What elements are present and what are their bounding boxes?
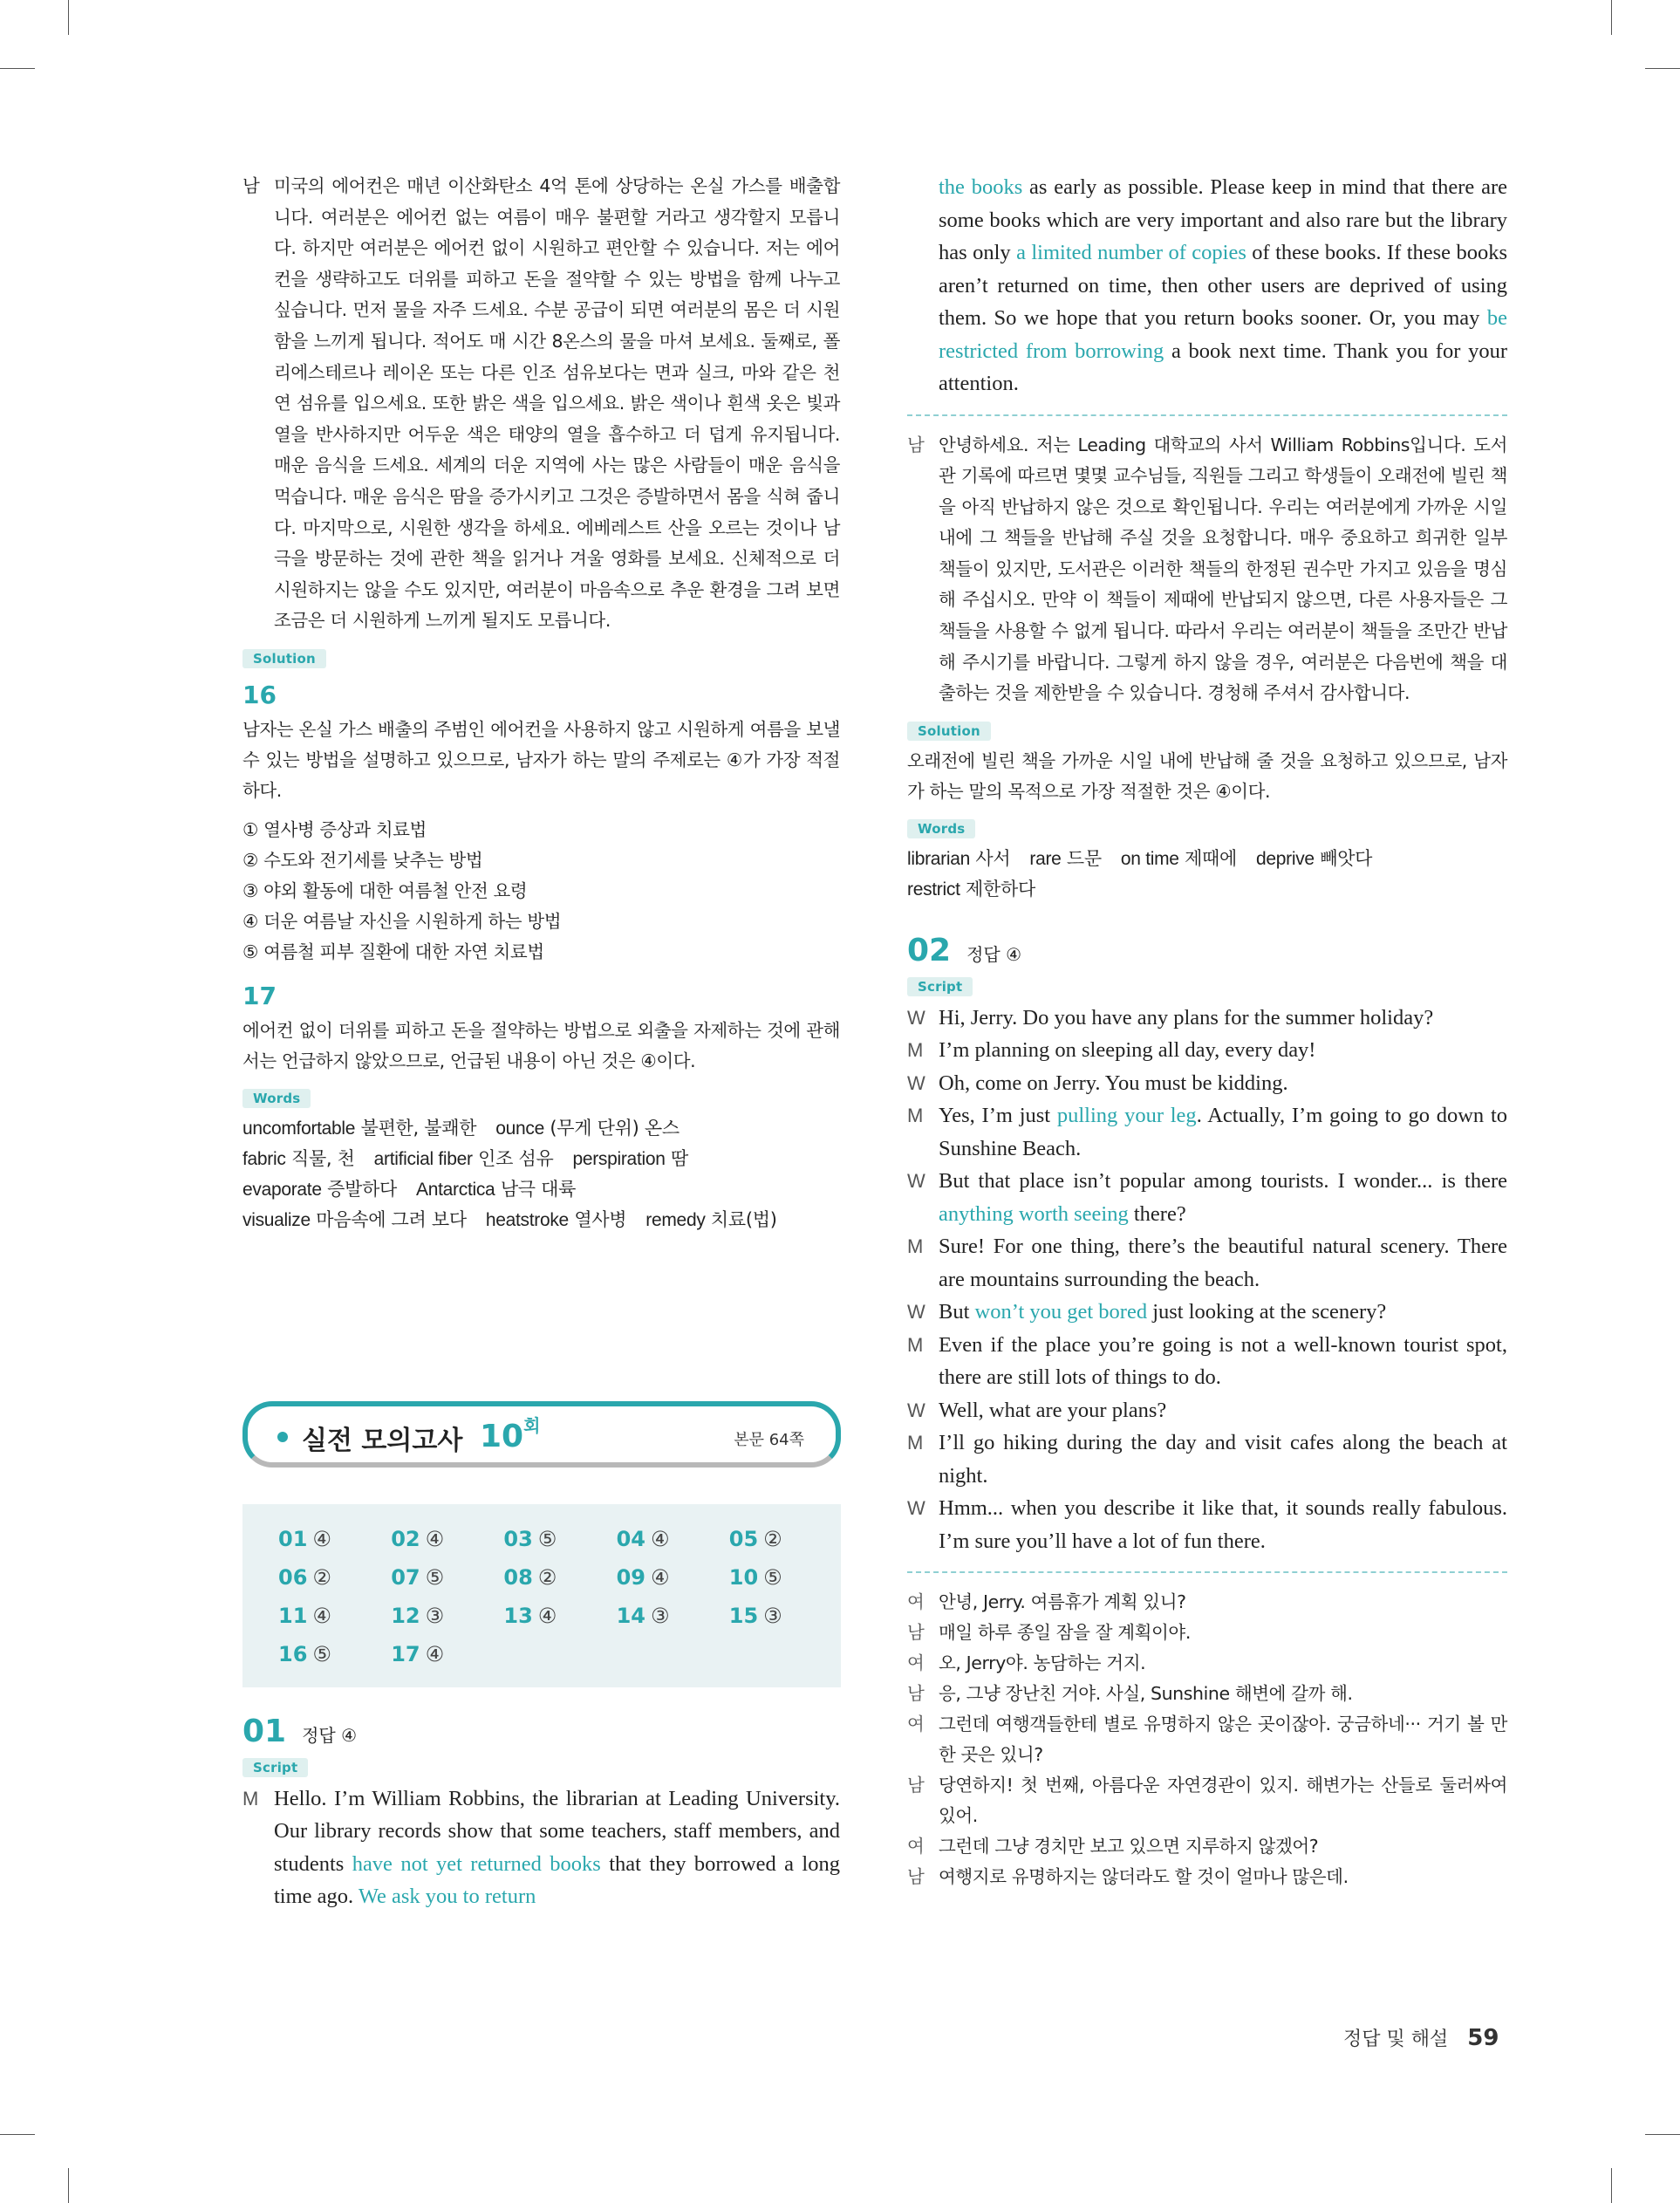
- dialogue-text: [939, 1426, 1507, 1492]
- question-number-16: 16: [242, 680, 277, 709]
- answer-choice: ⑤: [537, 1526, 557, 1551]
- words-line: [242, 1144, 840, 1174]
- translation-line: [907, 1679, 1507, 1709]
- script-segment: there?: [1128, 1201, 1186, 1226]
- word-entry: [907, 879, 1035, 900]
- words-list: [242, 1113, 840, 1235]
- answer-question: 07: [391, 1564, 420, 1590]
- answer-question: 09: [616, 1564, 645, 1590]
- dialogue-script: [907, 1002, 1507, 1558]
- word-english: remedy: [645, 1209, 706, 1230]
- answer-choice: ④: [312, 1526, 331, 1551]
- bullet-dot-icon: [277, 1432, 288, 1442]
- word-entry: [1029, 848, 1102, 869]
- solution-badge: Solution: [242, 649, 326, 668]
- translation-line: [907, 1709, 1507, 1770]
- speaker-label: W: [907, 1071, 925, 1094]
- script-highlight: be restricted from borrowing: [939, 306, 1507, 363]
- translation-line: [907, 1831, 1507, 1862]
- speaker-label: 여: [907, 1836, 925, 1857]
- dialogue-line: [907, 1165, 1507, 1230]
- word-korean: 열사병: [574, 1208, 627, 1230]
- banner-num-suffix: 회: [523, 1414, 541, 1436]
- script-segment: Hi, Jerry. Do you have any plans for the summer holiday?: [939, 1005, 1434, 1030]
- dialogue-text: [939, 1165, 1507, 1230]
- script-segment: Even if the place you’re going is not a well-known tourist spot, there are still lots of things to do.: [939, 1332, 1507, 1390]
- script-segment: Sure! For one thing, there’s the beautiful natural scenery. There are mountains surrounding the beach.: [939, 1235, 1507, 1291]
- speaker-label: 남: [907, 434, 925, 455]
- word-entry: [1121, 848, 1237, 869]
- answer-cell: [277, 1597, 390, 1635]
- test-banner: [242, 1401, 841, 1468]
- answer-cell: [616, 1558, 728, 1597]
- answer-question: 08: [503, 1564, 533, 1590]
- passage-korean: [242, 171, 840, 637]
- dialogue-line: [907, 1296, 1507, 1329]
- answer-row: [277, 1558, 841, 1597]
- page-number: 59: [1467, 2025, 1499, 2051]
- speaker-label: M: [907, 1432, 924, 1454]
- dialogue-text: [939, 1002, 1507, 1035]
- answer-choice: ⑤: [425, 1564, 445, 1590]
- crop-mark: [1645, 2134, 1680, 2135]
- word-entry: [416, 1179, 576, 1200]
- answer-cell: [616, 1597, 728, 1635]
- word-korean: 드문: [1066, 847, 1102, 869]
- answer-cell: [277, 1558, 390, 1597]
- script-line: [242, 1782, 840, 1913]
- word-entry: [572, 1148, 688, 1169]
- script-continuation: [907, 171, 1507, 400]
- script-highlight: pulling your leg: [1056, 1104, 1197, 1128]
- script-segment: Hmm... when you describe it like that, it sounds really fabulous. I’m sure you’ll have a lot of fun there.: [939, 1496, 1507, 1553]
- answer-question: 03: [503, 1526, 533, 1551]
- answer-choice: ⑤: [763, 1564, 782, 1590]
- answer-choice: ④: [425, 1641, 445, 1666]
- script-segment: I’m planning on sleeping all day, every day!: [939, 1038, 1316, 1063]
- answer-question: 04: [616, 1526, 645, 1551]
- answer-cell: [390, 1597, 502, 1635]
- script-segment: just looking at the scenery?: [1147, 1300, 1387, 1324]
- answer-question: 16: [278, 1641, 308, 1666]
- script-segment: But: [939, 1300, 975, 1324]
- word-english: on time: [1120, 848, 1179, 869]
- answer-cell: [277, 1520, 390, 1558]
- word-korean: 남극 대륙: [500, 1178, 577, 1200]
- speaker-label: M: [907, 1333, 924, 1356]
- word-english: artificial fiber: [373, 1148, 473, 1169]
- script-segment: Yes, I’m just: [939, 1104, 1057, 1128]
- speaker-label: 여: [907, 1714, 925, 1735]
- script-badge: Script: [242, 1758, 308, 1777]
- word-entry: [242, 1179, 397, 1200]
- word-english: rare: [1029, 848, 1062, 869]
- word-korean: 제때에: [1185, 847, 1238, 869]
- word-korean: 사서: [975, 847, 1011, 869]
- translation-text: 매일 하루 종일 잠을 잘 계획이야.: [939, 1622, 1191, 1644]
- answer-cell: [728, 1520, 841, 1558]
- answer-question: 02: [391, 1526, 420, 1551]
- dialogue-line: [907, 1329, 1507, 1394]
- answer-cell: [390, 1520, 502, 1558]
- dialogue-line: [907, 1002, 1507, 1035]
- script-segment: of these books. If these books aren’t returned on time, then other users are deprived of using them. So we hope that you return books sooner. Or, you may: [939, 241, 1507, 330]
- word-korean: 인조 섬유: [478, 1147, 554, 1169]
- answer-choice: ⑤: [312, 1641, 331, 1666]
- words-line: [907, 874, 1507, 905]
- answer-table: [277, 1520, 841, 1673]
- speaker-label: 여: [907, 1652, 925, 1674]
- dialogue-line: [907, 1034, 1507, 1067]
- answer-choice: ③: [650, 1603, 670, 1628]
- question-02-header: [907, 933, 1507, 968]
- word-korean: 마음속에 그려 보다: [316, 1208, 467, 1230]
- answer-choice: ②: [312, 1564, 331, 1590]
- script-highlight: We ask you to return: [358, 1885, 536, 1909]
- choice-item: ⑤ 여름철 피부 질환에 대한 자연 치료법: [242, 941, 544, 962]
- speaker-label: M: [907, 1039, 924, 1062]
- crop-mark: [1611, 2168, 1612, 2203]
- answer-label: 정답 ④: [966, 943, 1022, 965]
- answer-row: [277, 1520, 841, 1558]
- word-entry: [242, 1209, 467, 1230]
- answer-choice: ②: [537, 1564, 557, 1590]
- script-segment: . Actually, I’m going to go down to Sunshine Beach.: [939, 1104, 1507, 1160]
- translation-korean: [907, 430, 1507, 709]
- word-english: uncomfortable: [242, 1118, 356, 1139]
- dashed-divider: [907, 1571, 1507, 1573]
- word-korean: 땀: [671, 1147, 688, 1169]
- speaker-label: M: [242, 1787, 259, 1810]
- script-segment: a book next time. Thank you for your attention.: [939, 339, 1507, 395]
- word-korean: 제한하다: [966, 878, 1035, 900]
- script-text: [939, 171, 1507, 400]
- script-segment: Oh, come on Jerry. You must be kidding.: [939, 1071, 1288, 1095]
- script-highlight: the books: [939, 175, 1023, 199]
- passage-text: 미국의 에어컨은 매년 이산화탄소 4억 톤에 상당하는 온실 가스를 배출합니다. 여러분은 에어컨 없는 여름이 매우 불편할 거라고 생각할지 모릅니다. 하지만 여러분은 에어컨 없이 시원하고 편안할 수 있습니다. 저는 에어컨을 생략하고도 더위를 피하고 돈을 절약할 수 있는 방법을 함께 나누고 싶습니다. 먼저 물을 자주 드세요. 수분 공급이 되면 여러분의 몸은 더 시원함을 느끼게 됩니다. 적어도 매 시간 8온스의 물을 마셔 보세요. 둘째로, 폴리에스테르나 레이온 또는 다른 인조 섬유보다는 면과 실크, 마와 같은 천연 섬유를 입으세요. 또한 밝은 색을 입으세요. 밝은 색이나 흰색 옷은 빛과 열을 반사하지만 어두운 색은 태양의 열을 흡수하고 더 덥게 유지됩니다. 매운 음식을 드세요. 세계의 더운 지역에 사는 많은 사람들이 매운 음식을 먹습니다. 매운 음식은 땀을 증가시키고 그것은 증발하면서 몸을 식혀 줍니다. 마지막으로, 시원한 생각을 하세요. 에베레스트 산을 오르는 것이나 남극을 방문하는 것에 관한 책을 읽거나 겨울 영화를 보세요. 신체적으로 더 시원하지는 않을 수도 있지만, 여러분이 마음속으로 추운 환경을 그려 보면 조금은 더 시원하게 느끼게 될지도 모릅니다.: [274, 175, 840, 632]
- translation-line: [907, 1648, 1507, 1679]
- answer-question: 11: [278, 1603, 308, 1628]
- dialogue-text: [939, 1296, 1507, 1329]
- translation-text: 안녕하세요. 저는 Leading 대학교의 사서 William Robbins입니다. 도서관 기록에 따르면 몇몇 교수님들, 직원들 그리고 학생들이 오래전에 빌린 책을 아직 반납하지 않은 것으로 확인됩니다. 우리는 여러분에게 가까운 시일 내에 그 책들을 반납해 주실 것을 요청합니다. 매우 중요하고 희귀한 일부 책들이 있지만, 도서관은 이러한 책들의 한정된 권수만 가지고 있음을 명심해 주십시오. 만약 이 책들이 제때에 반납되지 않으면, 다른 사용자들은 그 책들을 사용할 수 없게 됩니다. 따라서 우리는 여러분이 책들을 조만간 반납해 주시기를 바랍니다. 그렇게 하지 않을 경우, 여러분은 다음번에 책을 대출하는 것을 제한받을 수 있습니다. 경청해 주셔서 감사합니다.: [939, 434, 1507, 704]
- word-english: fabric: [242, 1148, 286, 1169]
- answer-choice: ④: [425, 1526, 445, 1551]
- answer-cell: [390, 1558, 502, 1597]
- answer-choice: ④: [312, 1603, 331, 1628]
- word-entry: [486, 1209, 626, 1230]
- choice-item: ③ 야외 활동에 대한 여름철 안전 요령: [242, 879, 528, 901]
- translation-text: 응, 그냥 장난친 거야. 사실, Sunshine 해변에 갈까 해.: [939, 1683, 1353, 1705]
- page-footer: [1343, 2024, 1499, 2051]
- word-english: librarian: [907, 848, 970, 869]
- translation-line: [907, 1587, 1507, 1618]
- script-segment: I’ll go hiking during the day and visit cafes along the beach at night.: [939, 1431, 1507, 1488]
- answer-cell: [390, 1635, 502, 1673]
- speaker-spacer: [907, 171, 939, 400]
- crop-mark: [0, 68, 35, 69]
- answer-choice: ④: [650, 1564, 670, 1590]
- translation-text: 그런데 그냥 경치만 보고 있으면 지루하지 않겠어?: [939, 1836, 1319, 1857]
- answer-question: 12: [391, 1603, 420, 1628]
- answer-choice: ④: [650, 1526, 670, 1551]
- dialogue-line: [907, 1230, 1507, 1296]
- speaker-label: W: [907, 1006, 925, 1029]
- solution-text-01: 오래전에 빌린 책을 가까운 시일 내에 반납해 줄 것을 요청하고 있으므로, 남자가 하는 말의 목적으로 가장 적절한 것은 ④이다.: [907, 749, 1507, 802]
- dialogue-line: [907, 1067, 1507, 1100]
- word-english: Antarctica: [416, 1179, 495, 1200]
- words-badge: Words: [907, 819, 975, 838]
- word-english: evaporate: [242, 1179, 322, 1200]
- crop-mark: [68, 0, 69, 35]
- speaker-label: M: [907, 1105, 924, 1127]
- banner-number: [480, 1415, 540, 1454]
- word-korean: 빼앗다: [1320, 847, 1373, 869]
- answer-question: 13: [503, 1603, 533, 1628]
- answer-cell: [502, 1558, 615, 1597]
- speaker-label: W: [907, 1170, 925, 1193]
- dialogue-text: [939, 1034, 1507, 1067]
- answer-question: 17: [391, 1641, 420, 1666]
- dialogue-text: [939, 1099, 1507, 1165]
- word-english: restrict: [907, 879, 960, 900]
- translation-text: 여행지로 유명하지는 않더라도 할 것이 얼마나 많은데.: [939, 1866, 1349, 1888]
- word-entry: [242, 1118, 476, 1139]
- script-segment: Well, what are your plans?: [939, 1398, 1167, 1422]
- word-korean: 증발하다: [327, 1178, 398, 1200]
- word-english: heatstroke: [485, 1209, 569, 1230]
- script-segment: But that place isn’t popular among tourists. I wonder... is there: [939, 1169, 1507, 1194]
- right-column: [907, 171, 1507, 1892]
- dialogue-translation: [907, 1587, 1507, 1892]
- solution-badge: Solution: [907, 722, 991, 741]
- words-line: [242, 1174, 840, 1205]
- word-korean: 불편한, 불쾌한: [360, 1117, 477, 1139]
- answer-label: 정답 ④: [302, 1724, 358, 1746]
- answer-cell: [728, 1558, 841, 1597]
- question-number-01: 01: [242, 1713, 287, 1749]
- answer-cell: [502, 1520, 615, 1558]
- word-english: ounce: [495, 1118, 544, 1139]
- banner-num-value: 10: [480, 1418, 524, 1454]
- word-entry: [242, 1148, 355, 1169]
- answer-question: 10: [728, 1564, 759, 1590]
- choice-item: ④ 더운 여름날 자신을 시원하게 하는 방법: [242, 910, 562, 932]
- words-line: [907, 844, 1507, 874]
- script-segment: Hello. I’m William Robbins, the librarian at Leading University. Our library records show that some teachers, staff members, and students: [274, 1786, 840, 1876]
- speaker-label: W: [907, 1399, 925, 1421]
- answer-cell: [502, 1597, 615, 1635]
- dialogue-text: [939, 1394, 1507, 1427]
- word-korean: 직물, 천: [290, 1147, 355, 1169]
- script-segment: as early as possible. Please keep in mind that there are some books which are very important and also rare but the library has only: [939, 175, 1507, 264]
- left-column: [242, 171, 840, 1913]
- script-highlight: won’t you get bored: [974, 1300, 1148, 1324]
- footer-label: 정답 및 해설: [1343, 2029, 1449, 2050]
- dialogue-line: [907, 1099, 1507, 1165]
- speaker-label: 남: [907, 1775, 925, 1796]
- translation-line: [907, 1770, 1507, 1831]
- script-highlight: have not yet returned books: [352, 1851, 601, 1876]
- word-entry: [1256, 848, 1372, 869]
- answer-row: [277, 1635, 841, 1673]
- answer-question: 14: [616, 1603, 645, 1628]
- word-entry: [907, 848, 1010, 869]
- script-text: [274, 1782, 840, 1913]
- banner-page-ref: 본문 64쪽: [734, 1430, 804, 1449]
- crop-mark: [1611, 0, 1612, 35]
- word-korean: 치료(법): [710, 1208, 777, 1230]
- solution-text-16: 남자는 온실 가스 배출의 주범인 에어컨을 사용하지 않고 시원하게 여름을 보낼 수 있는 방법을 설명하고 있으므로, 남자가 하는 말의 주제로는 ④가 가장 적절하다.: [242, 718, 840, 801]
- translation-text: 당연하지! 첫 번째, 아름다운 자연경관이 있지. 해변가는 산들로 둘러싸여 있어.: [939, 1775, 1507, 1827]
- answer-question: 01: [278, 1526, 308, 1551]
- word-entry: [374, 1148, 554, 1169]
- question-number-17: 17: [242, 981, 277, 1010]
- answer-cell: [728, 1597, 841, 1635]
- question-01-header: [242, 1714, 840, 1749]
- choice-list: [242, 815, 840, 968]
- answer-choice: ②: [763, 1526, 782, 1551]
- speaker-label: W: [907, 1497, 925, 1520]
- translation-line: [907, 1618, 1507, 1648]
- answer-choice: ③: [763, 1603, 782, 1628]
- dialogue-text: [939, 1329, 1507, 1394]
- dashed-divider: [907, 414, 1507, 416]
- speaker-label: W: [907, 1301, 925, 1324]
- dialogue-text: [939, 1492, 1507, 1557]
- banner-title: 실전 모의고사: [302, 1425, 463, 1456]
- choice-item: ① 열사병 증상과 치료법: [242, 818, 427, 840]
- answer-cell: [277, 1635, 390, 1673]
- word-entry: [495, 1118, 680, 1139]
- dialogue-line: [907, 1492, 1507, 1557]
- dialogue-line: [907, 1426, 1507, 1492]
- answer-choice: ③: [425, 1603, 445, 1628]
- crop-mark: [68, 2168, 69, 2203]
- word-english: perspiration: [572, 1148, 666, 1169]
- speaker-label: 남: [907, 1622, 925, 1644]
- translation-text: 그런데 여행객들한테 별로 유명하지 않은 곳이잖아. 궁금하네··· 거기 볼 만한 곳은 있니?: [939, 1714, 1507, 1766]
- words-line: [242, 1205, 840, 1235]
- words-list: [907, 844, 1507, 905]
- choice-item: ② 수도와 전기세를 낮추는 방법: [242, 849, 483, 871]
- answer-question: 06: [278, 1564, 308, 1590]
- words-line: [242, 1113, 840, 1144]
- answer-grid: [242, 1504, 841, 1687]
- answer-question: 15: [728, 1603, 759, 1628]
- answer-question: 05: [728, 1526, 759, 1551]
- speaker-label: 남: [907, 1866, 925, 1888]
- translation-text: 안녕, Jerry. 여름휴가 계획 있니?: [939, 1591, 1186, 1613]
- word-entry: [645, 1209, 776, 1230]
- words-badge: Words: [242, 1089, 311, 1108]
- crop-mark: [1645, 68, 1680, 69]
- speaker-label: 남: [242, 175, 260, 196]
- script-highlight: anything worth seeing: [939, 1201, 1129, 1226]
- word-english: visualize: [242, 1209, 311, 1230]
- speaker-label: M: [907, 1235, 924, 1258]
- dialogue-line: [907, 1394, 1507, 1427]
- translation-text: 오, Jerry야. 농담하는 거지.: [939, 1652, 1146, 1674]
- dialogue-text: [939, 1230, 1507, 1296]
- script-highlight: a limited number of copies: [1016, 241, 1246, 264]
- crop-mark: [0, 2134, 35, 2135]
- answer-cell: [616, 1520, 728, 1558]
- answer-row: [277, 1597, 841, 1635]
- word-korean: (무게 단위) 온스: [550, 1117, 680, 1139]
- speaker-label: 남: [907, 1683, 925, 1705]
- speaker-label: 여: [907, 1591, 925, 1613]
- script-segment: that they borrowed a long time ago.: [274, 1851, 840, 1909]
- translation-line: [907, 1862, 1507, 1892]
- word-english: deprive: [1256, 848, 1315, 869]
- answer-choice: ④: [537, 1603, 557, 1628]
- script-badge: Script: [907, 977, 973, 996]
- dialogue-text: [939, 1067, 1507, 1100]
- solution-text-17: 에어컨 없이 더위를 피하고 돈을 절약하는 방법으로 외출을 자제하는 것에 관해서는 언급하지 않았으므로, 언급된 내용이 아닌 것은 ④이다.: [242, 1019, 840, 1071]
- question-number-02: 02: [907, 932, 952, 968]
